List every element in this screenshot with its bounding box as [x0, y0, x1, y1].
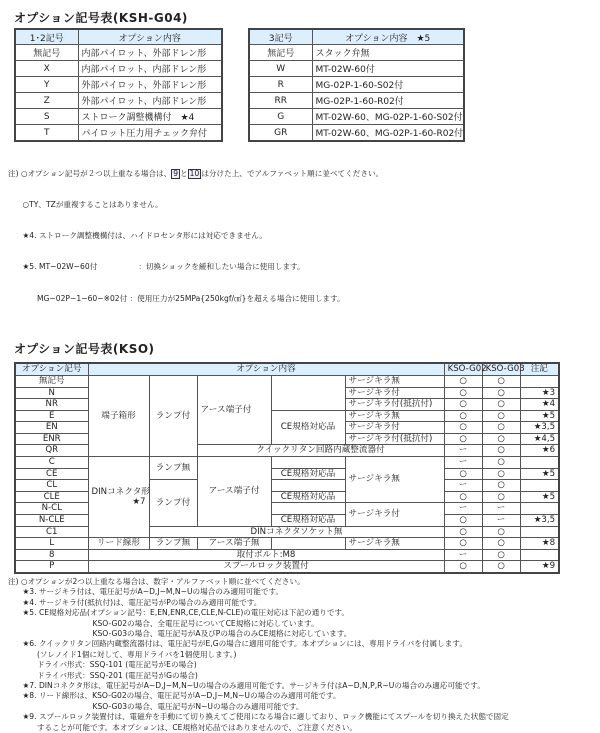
g03-availability: ○ [482, 480, 520, 492]
table-row [249, 109, 464, 125]
earth-cell: アース端子付 [197, 375, 271, 445]
option-code: N [15, 387, 88, 399]
din-socket-cell: DINコネクタソケット無 [149, 526, 444, 538]
header-content: オプション内容 [88, 363, 444, 376]
din-label: DINコネクタ形 [91, 486, 150, 497]
ce-cell: CE規格対応品 [271, 410, 345, 445]
surge-cell: サージキラ無 [345, 375, 444, 387]
note-line: ドライバ形式：SSQ-201 (電圧記号がGの場合) [8, 670, 198, 680]
g02-availability: ー [444, 480, 482, 492]
table-row [15, 538, 559, 550]
option-content: MG-02P-1-60-S02付 [312, 77, 464, 93]
g03-availability: ○ [482, 422, 520, 434]
note-line: ★5. MT−02W−60付 ：切換ショックを緩和したい場合に使用します。 [8, 262, 305, 272]
g03-availability: ー [482, 503, 520, 515]
table-row [15, 77, 222, 93]
lamp-cell: ランプ無 [149, 457, 197, 480]
surge-cell: サージキラ無 [345, 410, 444, 422]
note-ref: ★5 [520, 491, 559, 503]
note-ref: ★3,5 [520, 422, 559, 434]
option-code: EN [15, 422, 88, 434]
g03-availability: ○ [482, 491, 520, 503]
g02-availability: ○ [444, 538, 482, 550]
note-ref: ★3 [520, 387, 559, 399]
surge-cell: サージキラ付(抵抗付) [345, 399, 444, 411]
surge-cell: サージキラ付 [345, 387, 444, 399]
note-line: KSO-G03の場合、電圧記号がN~Uの場合のみ適用可能です。 [8, 701, 304, 711]
ce-cell [271, 538, 345, 550]
g03-availability: ○ [482, 526, 520, 538]
option-code: 無記号 [15, 45, 78, 61]
ce-cell [271, 503, 345, 515]
section-ref-10: 10 [189, 168, 200, 178]
note-ref: ★5 [520, 468, 559, 480]
table-header-row [249, 29, 464, 45]
g02-availability: ○ [444, 468, 482, 480]
g02-availability: ○ [444, 410, 482, 422]
g03-availability: ○ [482, 445, 520, 457]
ksh-title: オプション記号表(KSH-G04) [14, 11, 188, 25]
option-content: 外部パイロット、内部ドレン形 [78, 93, 222, 109]
note-ref: ★9 [520, 561, 559, 573]
g03-availability: ○ [482, 375, 520, 387]
quick-return-cell: クイックリタン回路内蔵整流器付 [197, 445, 444, 457]
type-cell: リード線形 [88, 538, 149, 550]
option-code: T [15, 125, 78, 142]
type-cell: 端子箱形 [88, 375, 149, 456]
option-content: MT-02W-60付 [312, 61, 464, 77]
g03-availability: ○ [482, 399, 520, 411]
ce-cell [271, 457, 345, 469]
note-line: することが可能です。本オプションは、CE規格対応品ではありませんので、ご注意ください。 [8, 722, 357, 732]
table-header-row [15, 363, 559, 376]
option-code: CL [15, 480, 88, 492]
note-line: ドライバ形式：SSQ-101 (電圧記号がEの場合) [8, 660, 197, 670]
note-line: ★4. サージキラ付(抵抗付)は、電圧記号がPの場合のみ適用可能です。 [8, 597, 262, 607]
lamp-cell: ランプ無 [149, 538, 197, 550]
option-content: MT-02W-60、MG-02P-1-60-S02付 [312, 109, 464, 125]
option-code: QR [15, 445, 88, 457]
g03-availability: ○ [482, 387, 520, 399]
note-line: KSO-G02の場合、全電圧記号についてCE規格に対応しています。 [8, 618, 319, 628]
g02-availability: ○ [444, 399, 482, 411]
header-code: 3記号 [249, 29, 312, 45]
option-code: NR [15, 399, 88, 411]
surge-cell: サージキラ付(抵抗付) [345, 433, 444, 445]
note-line: MG−02P−1−60−※02付 ：使用圧力が25MPa{250kgf/㎠}を超える場合に使用します。 [8, 293, 345, 303]
ce-cell: CE規格対応品 [271, 491, 345, 503]
g02-availability: ○ [444, 526, 482, 538]
table-row [15, 45, 222, 61]
header-content: オプション内容 ★5 [312, 29, 464, 45]
option-code: N-CL [15, 503, 88, 515]
g02-availability: ○ [444, 375, 482, 387]
ce-cell [271, 480, 345, 492]
section-ref-9: 9 [173, 168, 179, 178]
table-row [15, 109, 222, 125]
note-line [8, 169, 600, 179]
option-code: X [15, 61, 78, 77]
g03-availability: ○ [482, 468, 520, 480]
lamp-cell: ランプ付 [149, 375, 197, 456]
ksh-tables [14, 28, 600, 142]
note-ref [520, 526, 559, 538]
header-code: オプション記号 [15, 363, 88, 376]
bolt-cell: 取付ボルト:M8 [88, 549, 444, 561]
note-line: ★9. スプールロック装置付は、電磁弁を手動にて切り換えてご使用になる場合に適しており、ロック機能にてスプールを切り換えた状態で固定 [8, 712, 509, 722]
table-row [15, 561, 559, 573]
note-line: ★7. DINコネクタ形は、電圧記号がA~D,J~M,N~Uの場合のみ適用可能です。サージキラ付はA~D,N,P,R~Uの場合のみ適応可能です。 [8, 681, 485, 691]
option-code: 無記号 [15, 375, 88, 387]
header-g03: KSO-G03 [482, 363, 520, 376]
note-text: と [180, 168, 188, 178]
note-ref [520, 503, 559, 515]
g02-availability: ○ [444, 422, 482, 434]
surge-cell: サージキラ無 [345, 538, 444, 550]
note-ref [520, 457, 559, 469]
ksh-notes [8, 148, 600, 325]
g02-availability: ○ [444, 433, 482, 445]
note-ref: ★5 [520, 410, 559, 422]
note-line: 注) ○オプションが2つ以上重なる場合は、数字・アルファベット順に並べてください。 [8, 577, 305, 586]
option-code: 無記号 [249, 45, 312, 61]
note-line: ★4. ストローク調整機構付は、ハイドロセンタ形には対応できません。 [8, 231, 267, 241]
note-line: (ソレノイド1個に対して、専用ドライバを1個使用します。) [8, 649, 237, 659]
note-ref [520, 375, 559, 387]
g03-availability: ○ [482, 433, 520, 445]
g02-availability: ○ [444, 387, 482, 399]
option-content: MG-02P-1-60-R02付 [312, 93, 464, 109]
option-content: 外部パイロット、外部ドレン形 [78, 77, 222, 93]
surge-cell: サージキラ付 [345, 503, 444, 526]
kso-notes [8, 577, 600, 733]
note-line: ★8. リード線形は、KSO-G02の場合、電圧記号がA~D,J~M,N~Uの場合のみ適用可能です。 [8, 691, 341, 701]
earth-cell: アース端子無 [197, 538, 271, 550]
ksh-table-1-2 [14, 28, 223, 142]
option-code: R [249, 77, 312, 93]
din-note: ★7 [132, 497, 146, 508]
option-code: Y [15, 77, 78, 93]
option-code: RR [249, 93, 312, 109]
surge-cell: サージキラ無 [345, 457, 444, 503]
option-code: P [15, 561, 88, 573]
option-code: S [15, 109, 78, 125]
note-text: は分けた上、でアルファベット順に並べてください。 [201, 168, 384, 178]
header-content: オプション内容 [78, 29, 222, 45]
option-code: CLE [15, 491, 88, 503]
table-row [249, 45, 464, 61]
option-code: GR [249, 125, 312, 142]
ce-cell: CE規格対応品 [271, 468, 345, 480]
option-content: スタック弁無 [312, 45, 464, 61]
option-code: W [249, 61, 312, 77]
option-code: ENR [15, 433, 88, 445]
g02-availability: ○ [444, 491, 482, 503]
header-note: 注記 [520, 363, 559, 376]
g02-availability: ○ [444, 561, 482, 573]
g02-availability: ー [444, 457, 482, 469]
table-row [249, 125, 464, 142]
note-ref: ★8 [520, 538, 559, 550]
kso-title: オプション記号表(KSO) [14, 341, 155, 356]
note-line: ○TY、TZが重複することはありません。 [8, 200, 163, 210]
option-code: E [15, 410, 88, 422]
table-row [15, 375, 559, 387]
option-content: パイロット圧力用チェック弁付 [78, 125, 222, 142]
g02-availability: ー [444, 503, 482, 515]
table-header-row [15, 29, 222, 45]
table-row [15, 93, 222, 109]
g03-availability: ○ [482, 561, 520, 573]
table-row [249, 93, 464, 109]
option-code: C1 [15, 526, 88, 538]
option-content: MT-02W-60、MG-02P-1-60-R02付 [312, 125, 464, 142]
ksh-table-3 [248, 28, 465, 142]
g03-availability: ○ [482, 549, 520, 561]
table-row [15, 125, 222, 142]
note-line: ★3. サージキラ付は、電圧記号がA~D,J~M,N~Uの場合のみ適用可能です。 [8, 587, 284, 597]
g03-availability: ○ [482, 457, 520, 469]
option-code: G [249, 109, 312, 125]
table-row [249, 77, 464, 93]
header-g02: KSO-G02 [444, 363, 482, 376]
g02-availability: ー [444, 445, 482, 457]
table-row [15, 457, 559, 469]
table-row [15, 61, 222, 77]
type-cell [88, 457, 149, 538]
note-ref: ★4,5 [520, 433, 559, 445]
g03-availability: ○ [482, 538, 520, 550]
option-content: ストローク調整機構付 ★4 [78, 109, 222, 125]
ce-cell [271, 375, 345, 410]
g03-availability: ○ [482, 410, 520, 422]
option-content: 内部パイロット、外部ドレン形 [78, 45, 222, 61]
note-ref [520, 480, 559, 492]
option-content: 内部パイロット、内部ドレン形 [78, 61, 222, 77]
kso-table [14, 362, 560, 574]
note-line: KSO-G03の場合、電圧記号がA及びPの場合のみCE規格に対応しています。 [8, 629, 352, 639]
option-code: N-CLE [15, 515, 88, 527]
ce-cell: CE規格対応品 [271, 515, 345, 527]
g03-availability: ー [482, 515, 520, 527]
note-ref [520, 549, 559, 561]
note-line: ★5. CE規格対応品(オプション記号：E,EN,ENR,CE,CLE,N-CLE)の電圧対応は下記の通りです。 [8, 608, 349, 618]
option-code: Z [15, 93, 78, 109]
table-row [249, 61, 464, 77]
option-code: 8 [15, 549, 88, 561]
note-text: 注) ○オプション記号が２つ以上重なる場合は、 [8, 168, 172, 178]
g02-availability: ー [444, 549, 482, 561]
option-code: L [15, 538, 88, 550]
option-code: C [15, 457, 88, 469]
note-ref: ★6 [520, 445, 559, 457]
note-ref: ★4 [520, 399, 559, 411]
table-row [15, 549, 559, 561]
spool-cell: スプールロック装置付 [88, 561, 444, 573]
surge-cell: サージキラ付 [345, 422, 444, 434]
note-line: ★6. クイックリタン回路内蔵整流器付は、電圧記号がE,Gの場合に適用可能です。本オプションには、専用ドライバを付属します。 [8, 639, 467, 649]
option-code: CE [15, 468, 88, 480]
note-ref: ★3,5 [520, 515, 559, 527]
g02-availability: ○ [444, 515, 482, 527]
header-code: 1･2記号 [15, 29, 78, 45]
lamp-cell: ランプ付 [149, 480, 197, 526]
earth-cell: アース端子付 [197, 457, 271, 527]
